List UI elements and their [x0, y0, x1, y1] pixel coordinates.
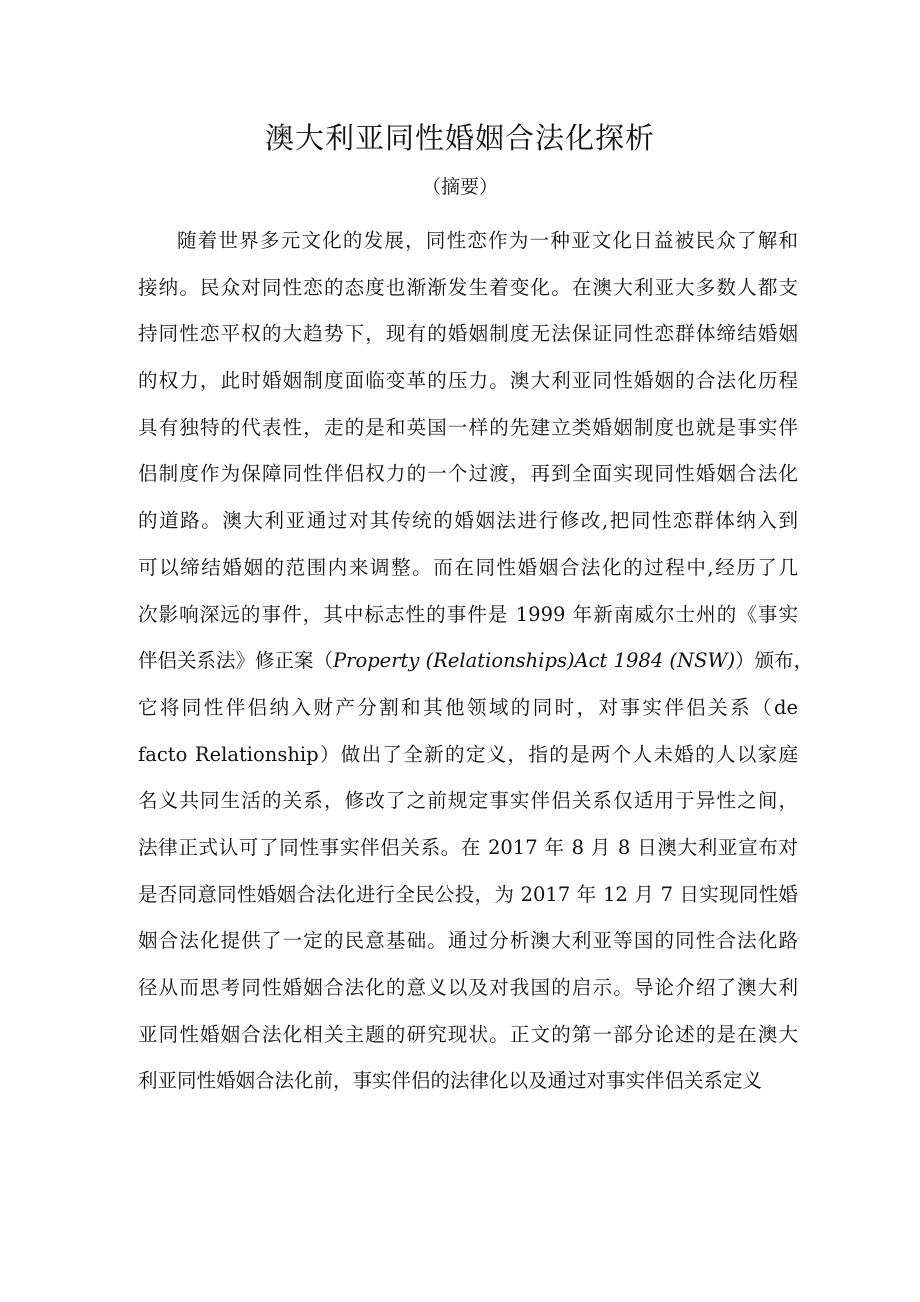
body-line: 姻合法化提供了一定的民意基础。通过分析澳大利亚等国的同性合法化路	[138, 929, 798, 953]
body-line: 名义共同生活的关系，修改了之前规定事实伴侣关系仅适用于异性之间，	[138, 789, 798, 813]
body-line: facto Relationship）做出了全新的定义，指的是两个人未婚的人以家庭	[138, 742, 798, 766]
body-line: 可以缔结婚姻的范围内来调整。而在同性婚姻合法化的过程中,经历了几	[138, 555, 798, 579]
body-line: 的权力，此时婚姻制度面临变革的压力。澳大利亚同性婚姻的合法化历程	[138, 369, 798, 393]
body-line: 亚同性婚姻合法化相关主题的研究现状。正文的第一部分论述的是在澳大	[138, 1022, 798, 1046]
body-line: 径从而思考同性婚姻合法化的意义以及对我国的启示。导论介绍了澳大利	[138, 976, 798, 999]
body-line: 法律正式认可了同性事实伴侣关系。在 2017 年 8 月 8 日澳大利亚宣布对	[138, 835, 798, 859]
document-title: 澳大利亚同性婚姻合法化探析	[264, 121, 655, 155]
body-line-segment: ）颁布，	[735, 649, 814, 673]
body-line: 的道路。澳大利亚通过对其传统的婚姻法进行修改,把同性恋群体纳入到	[138, 509, 798, 533]
body-line: 侣制度作为保障同性伴侣权力的一个过渡，再到全面实现同性婚姻合法化	[138, 462, 798, 486]
body-line-segment: 伴侣关系法》修正案（	[138, 649, 334, 673]
body-line: 它将同性伴侣纳入财产分割和其他领域的同时，对事实伴侣关系（de	[138, 695, 798, 719]
abstract-label: （摘要）	[421, 176, 498, 198]
body-line: 是否同意同性婚姻合法化进行全民公投，为 2017 年 12 月 7 日实现同性婚	[138, 882, 798, 906]
body-line-with-citation	[138, 638, 814, 685]
body-line: 具有独特的代表性，走的是和英国一样的先建立类婚姻制度也就是事实伴	[138, 415, 798, 439]
abstract-body	[138, 218, 814, 1105]
body-line: 随着世界多元文化的发展，同性恋作为一种亚文化日益被民众了解和	[177, 229, 798, 252]
body-line: 利亚同性婚姻合法化前，事实伴侣的法律化以及通过对事实伴侣关系定义	[138, 1069, 763, 1093]
statute-citation: Property (Relationships)Act 1984 (NSW)	[333, 649, 736, 673]
body-line: 接纳。民众对同性恋的态度也渐渐发生着变化。在澳大利亚大多数人都支	[138, 275, 798, 299]
body-line: 持同性恋平权的大趋势下，现有的婚姻制度无法保证同性恋群体缔结婚姻	[138, 322, 798, 346]
body-line: 次影响深远的事件，其中标志性的事件是 1999 年新南威尔士州的《事实	[138, 602, 798, 626]
